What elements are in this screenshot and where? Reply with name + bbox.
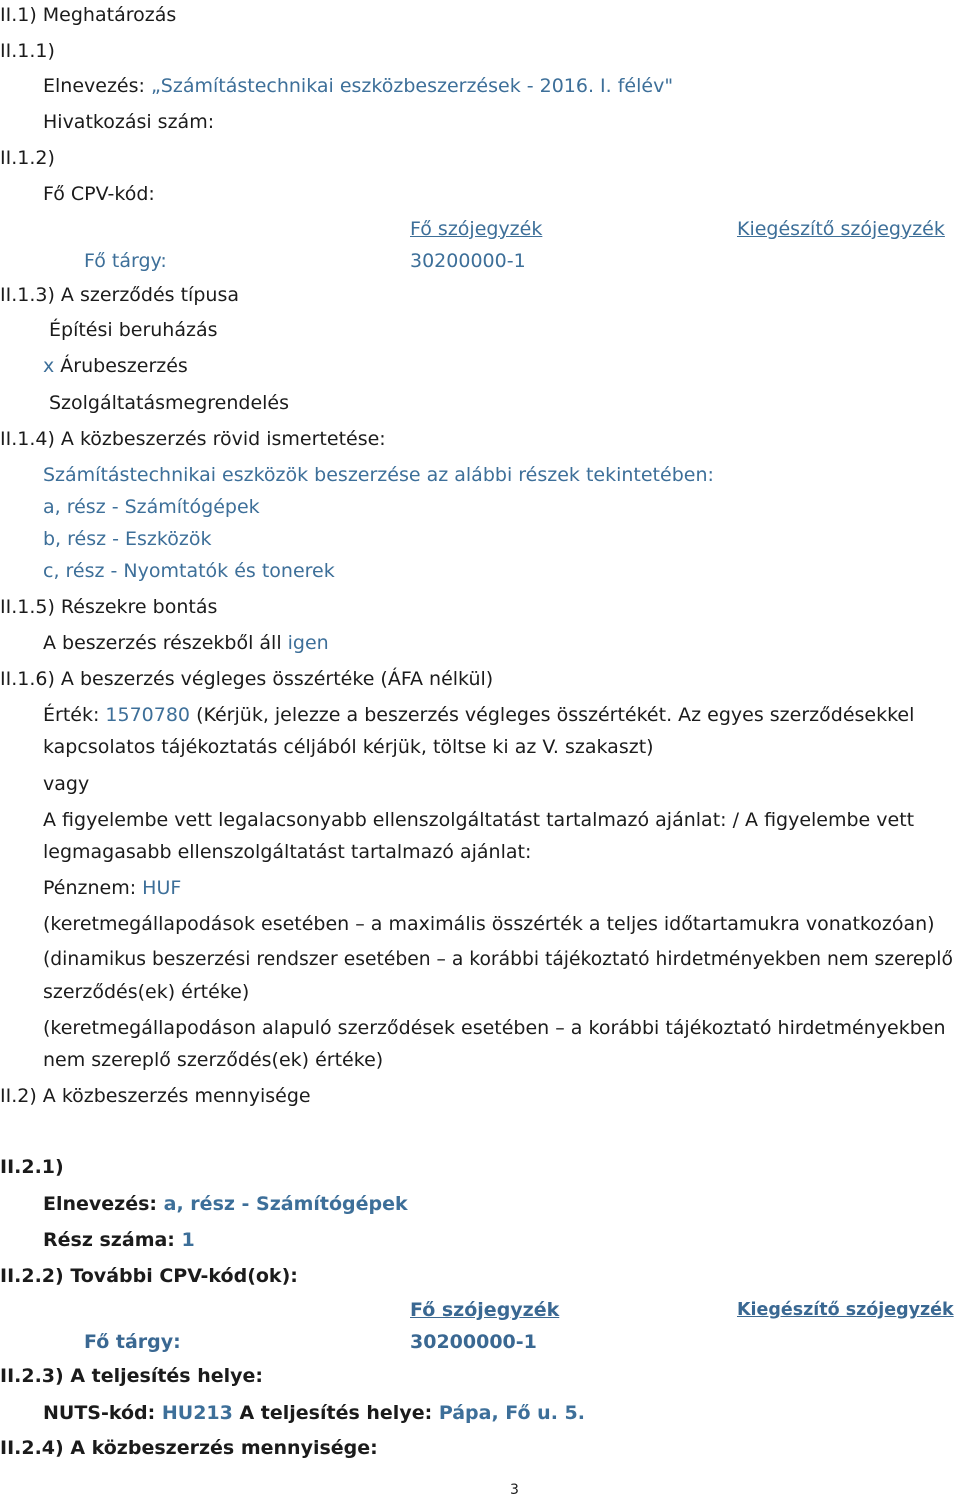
lots-value: igen [287, 632, 329, 654]
range-line: A figyelembe vett legalacsonyabb ellenszolgáltatást tartalmazó ajánlat: / A figyelembe vett [43, 809, 915, 831]
dynamic-note: (dinamikus beszerzési rendszer esetében – a korábbi tájékoztató hirdetményekben nem szereplő [43, 949, 953, 970]
contract-type-supplies-label: Árubeszerzés [54, 355, 188, 377]
main-subject-code: 30200000-1 [410, 1331, 537, 1353]
title-label: Elnevezés: [43, 75, 151, 97]
subsection-number: II.2.1) [0, 1156, 64, 1178]
nuts-label: NUTS-kód: [43, 1402, 162, 1424]
lot-number-value: 1 [181, 1229, 195, 1251]
dynamic-note-continued: szerződés(ek) értéke) [43, 981, 250, 1003]
main-subject-code: 30200000-1 [410, 250, 526, 272]
section-heading: II.1) Meghatározás [0, 4, 177, 26]
subsection-number: II.1.1) [0, 40, 55, 62]
supplementary-vocabulary-heading: Kiegészítő szójegyzék [737, 218, 945, 240]
description-heading: II.1.4) A közbeszerzés rövid ismertetése: [0, 428, 386, 450]
contract-type-services: Szolgáltatásmegrendelés [49, 392, 290, 414]
lots-heading: II.1.5) Részekre bontás [0, 596, 218, 618]
place-label: A teljesítés helye: [232, 1402, 439, 1424]
framework-based-note: (keretmegállapodáson alapuló szerződések esetében – a korábbi tájékoztató hirdetményekben [43, 1017, 946, 1039]
lot-number-line [43, 1228, 195, 1252]
title-value: „Számítástechnikai eszközbeszerzések - 2016. I. félév" [150, 75, 674, 97]
main-subject-label: Fő tárgy: [84, 1331, 181, 1353]
lot-title-value: a, rész - Számítógépek [163, 1193, 408, 1215]
currency-line [43, 876, 181, 900]
value-line [43, 703, 914, 727]
reference-label: Hivatkozási szám: [43, 111, 215, 133]
currency-label: Pénznem: [43, 877, 143, 899]
or-text: vagy [43, 773, 90, 795]
lots-line [43, 631, 329, 655]
lot-quantity-heading: II.2.4) A közbeszerzés mennyisége: [0, 1437, 378, 1459]
title-line [43, 74, 673, 98]
additional-cpv-heading: II.2.2) További CPV-kód(ok): [0, 1265, 298, 1287]
lots-label: A beszerzés részekből áll [43, 632, 288, 654]
value-note: (Kérjük, jelezze a beszerzés végleges összértékét. Az egyes szerződésekkel [190, 704, 915, 726]
nuts-value: HU213 [161, 1402, 233, 1424]
page-number: 3 [510, 1482, 519, 1498]
contract-type-heading: II.1.3) A szerződés típusa [0, 284, 239, 306]
lot-number-label: Rész száma: [43, 1229, 182, 1251]
main-subject-label: Fő tárgy: [84, 250, 167, 272]
main-vocabulary-heading: Fő szójegyzék [410, 1299, 560, 1321]
description-line: c, rész - Nyomtatók és tonerek [43, 560, 335, 582]
description-line: a, rész - Számítógépek [43, 496, 260, 518]
value-amount: 1570780 [105, 704, 191, 726]
framework-based-note-continued: nem szereplő szerződés(ek) értéke) [43, 1049, 384, 1071]
currency-value: HUF [142, 877, 182, 899]
description-line: b, rész - Eszközök [43, 528, 212, 550]
description-line: Számítástechnikai eszközök beszerzése az alábbi részek tekintetében: [43, 464, 714, 486]
lot-title-label: Elnevezés: [43, 1193, 164, 1215]
quantity-heading: II.2) A közbeszerzés mennyisége [0, 1085, 311, 1107]
place-value: Pápa, Fő u. 5. [438, 1402, 585, 1424]
lot-title-line [43, 1192, 408, 1216]
cpv-label: Fő CPV-kód: [43, 183, 155, 205]
selected-mark: x [43, 355, 55, 377]
supplementary-vocabulary-heading: Kiegészítő szójegyzék [737, 1300, 954, 1320]
contract-type-supplies [43, 354, 188, 378]
value-label: Érték: [43, 704, 106, 726]
total-value-heading: II.1.6) A beszerzés végleges összértéke (ÁFA nélkül) [0, 668, 494, 690]
place-heading: II.2.3) A teljesítés helye: [0, 1365, 264, 1387]
contract-type-works: Építési beruházás [49, 319, 218, 341]
nuts-line [43, 1401, 585, 1425]
main-vocabulary-heading: Fő szójegyzék [410, 218, 543, 240]
framework-note: (keretmegállapodások esetében – a maximális összérték a teljes időtartamukra vonatkozóan) [43, 913, 935, 935]
value-note-continued: kapcsolatos tájékoztatás céljából kérjük, töltse ki az V. szakaszt) [43, 736, 654, 758]
subsection-number: II.1.2) [0, 147, 55, 169]
range-line-continued: legmagasabb ellenszolgáltatást tartalmazó ajánlat: [43, 841, 532, 863]
